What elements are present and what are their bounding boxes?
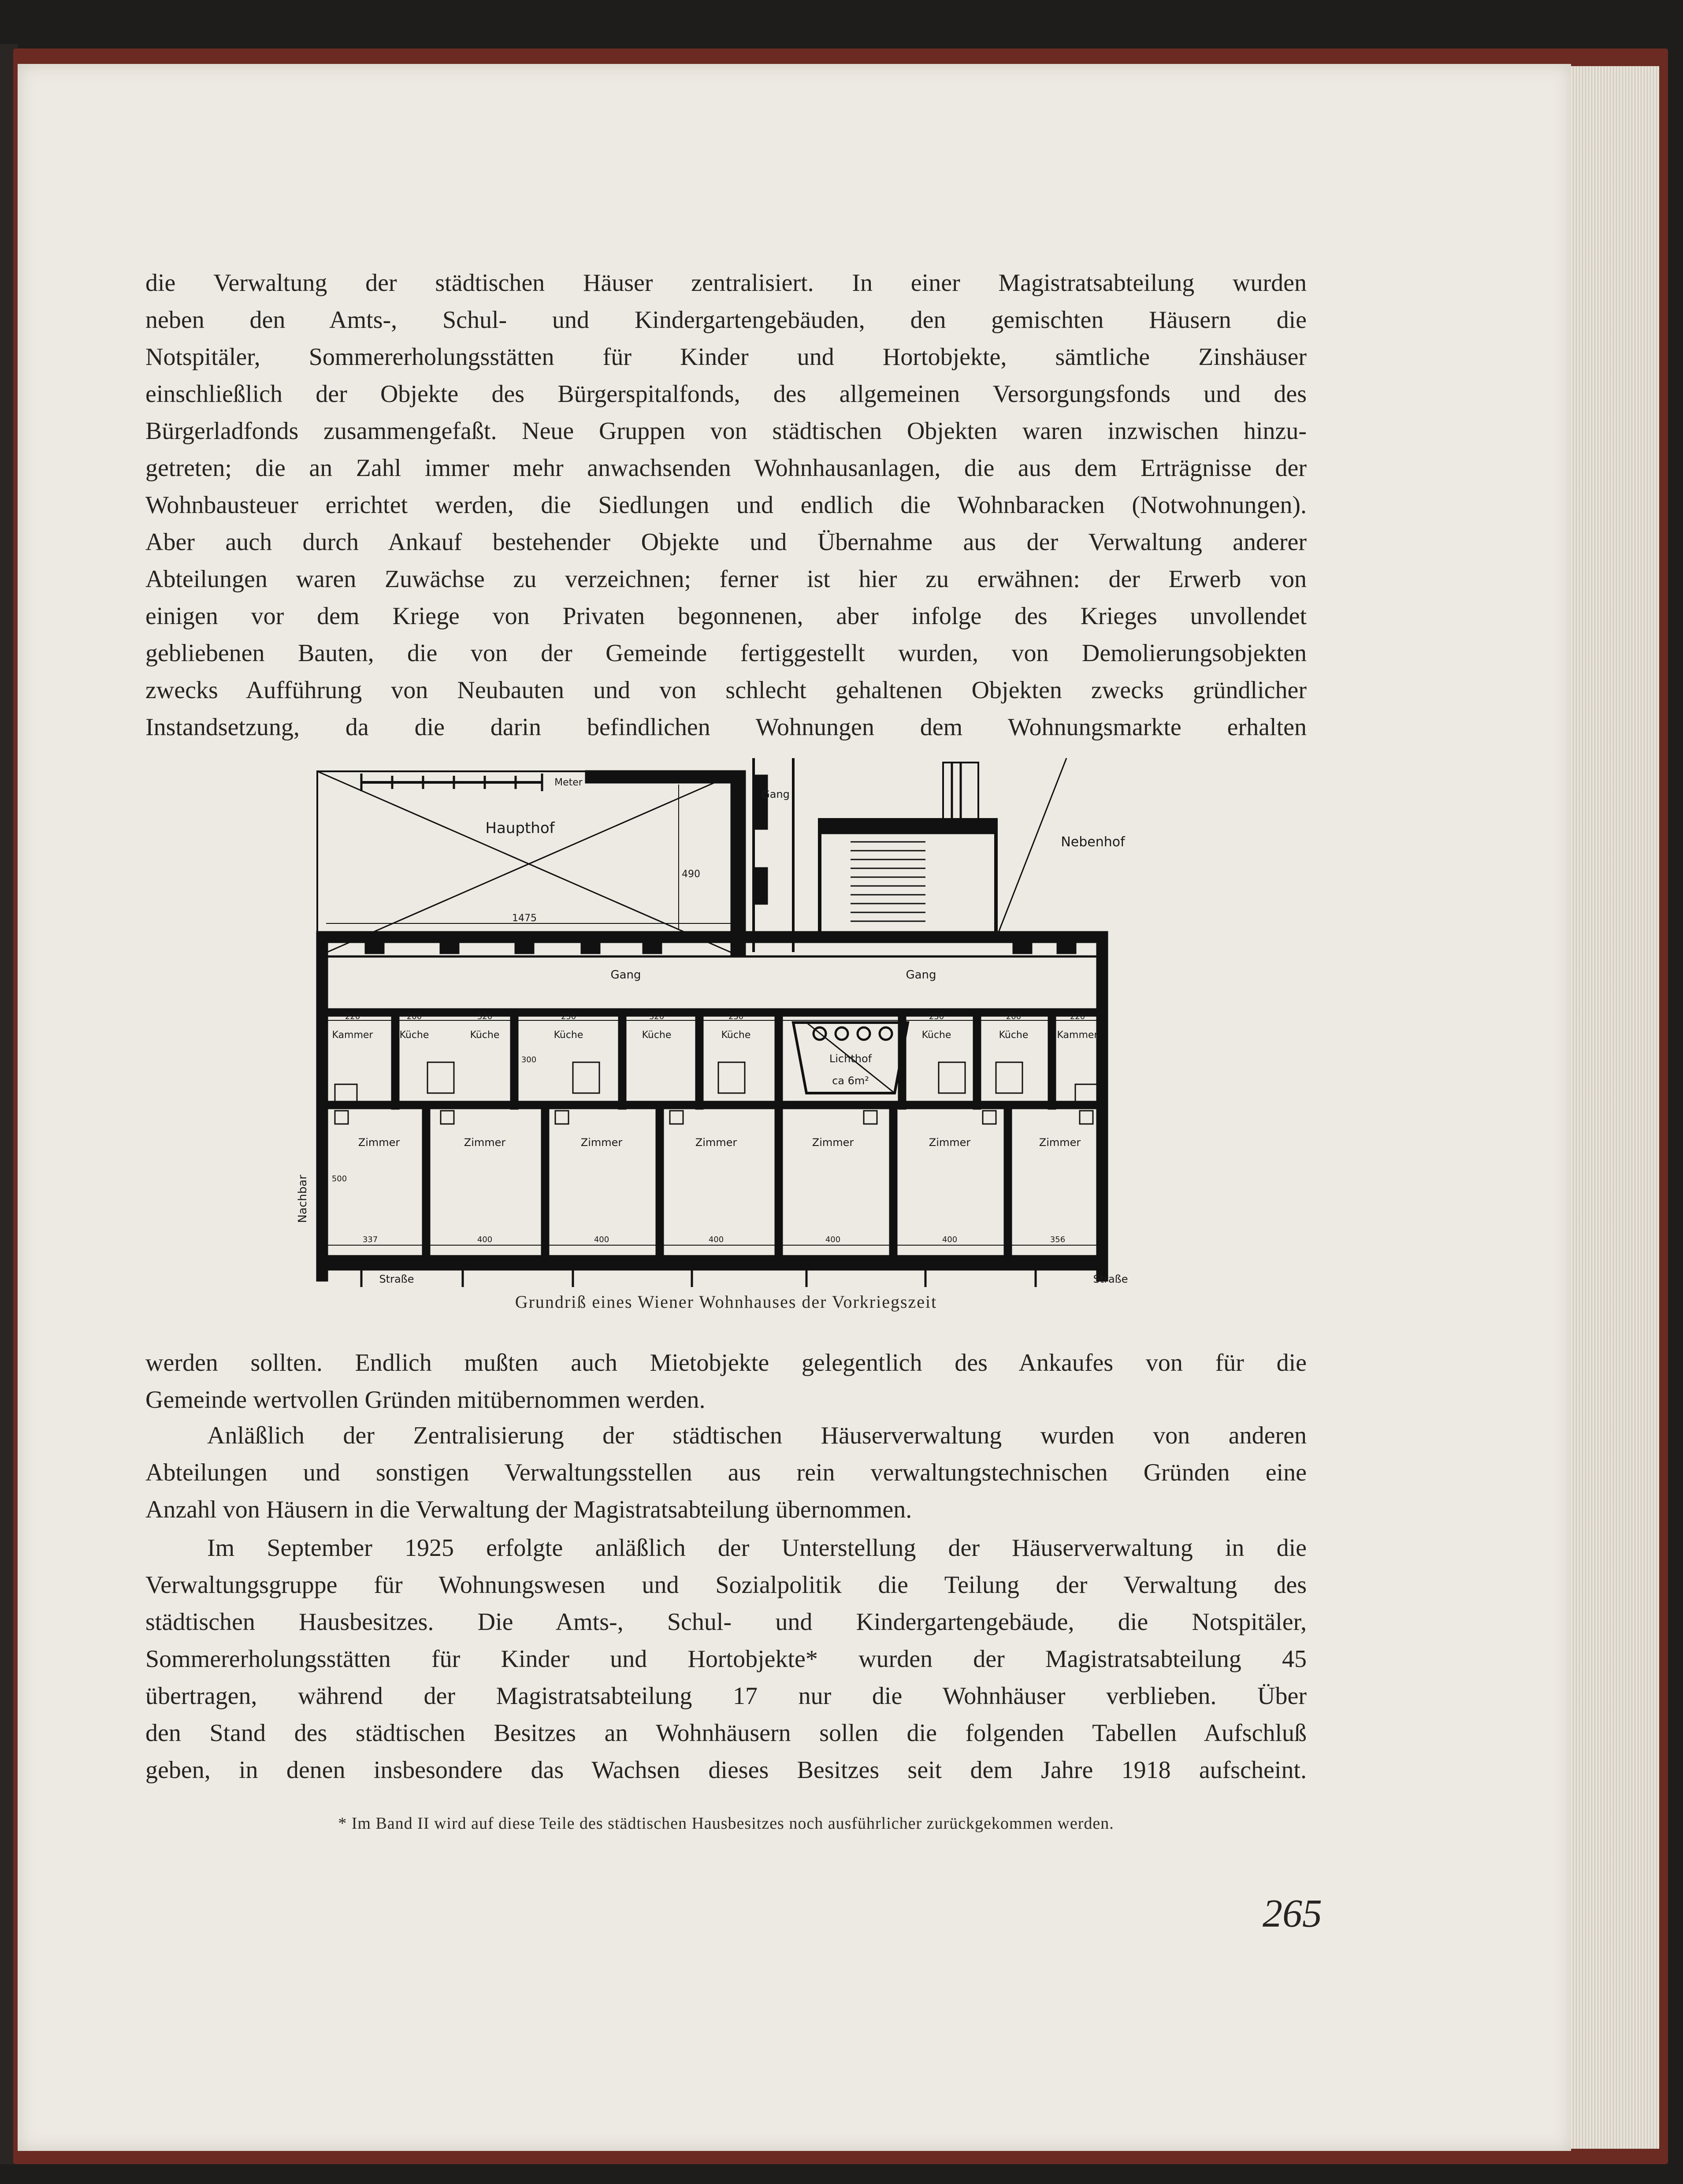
gang-left-label: Gang	[610, 968, 641, 982]
text-line: neben den Amts-, Schul- und Kindergartengebäuden, den gemischten Häusern die	[145, 306, 1307, 334]
dim-220a: 220	[345, 1012, 360, 1021]
dim-230b: 230	[728, 1012, 744, 1021]
page-edges	[1571, 66, 1659, 2149]
text-line: Gemeinde wertvollen Gründen mitübernommen werden.	[145, 1386, 706, 1414]
footnote: * Im Band II wird auf diese Teile des städtischen Hausbesitzes noch ausführlicher zurückgekommen werden.	[338, 1814, 1114, 1833]
text-line: den Stand des städtischen Besitzes an Wohnhäusern sollen die folgenden Tabellen Aufschluß	[145, 1719, 1307, 1747]
kueche-6: Küche	[921, 1030, 951, 1041]
text-line: werden sollten. Endlich mußten auch Mietobjekte gelegentlich des Ankaufes von für die	[145, 1349, 1307, 1377]
text-line: die Verwaltung der städtischen Häuser zentralisiert. In einer Magistratsabteilung wurden	[145, 269, 1307, 297]
zimmer-4: Zimmer	[695, 1136, 737, 1149]
floor-plan-figure	[296, 758, 1155, 1287]
text-line: Im September 1925 erfolgte anläßlich der Unterstellung der Häuserverwaltung in die	[207, 1534, 1307, 1562]
gang-right-label: Gang	[906, 968, 936, 982]
kueche-4: Küche	[642, 1030, 672, 1041]
text-line: Verwaltungsgruppe für Wohnungswesen und Sozialpolitik die Teilung der Verwaltung des	[145, 1571, 1307, 1599]
dim-320b: 320	[649, 1012, 665, 1021]
text-line: gebliebenen Bauten, die von der Gemeinde fertiggestellt wurden, von Demolierungsobjekten	[145, 640, 1307, 667]
strasse-left: Straße	[379, 1273, 414, 1285]
text-line: Notspitäler, Sommererholungsstätten für Kinder und Hortobjekte, sämtliche Zinshäuser	[145, 343, 1307, 371]
zimmer-7: Zimmer	[1039, 1136, 1081, 1149]
zimmer-3: Zimmer	[580, 1136, 623, 1149]
text-line: getreten; die an Zahl immer mehr anwachsenden Wohnhausanlagen, die aus dem Erträgnisse der	[145, 454, 1307, 482]
dim-400-2: 400	[594, 1235, 609, 1244]
paragraph-2	[145, 1344, 1307, 1418]
dim-490: 490	[682, 869, 700, 880]
lichthof-area: ca 6m²	[832, 1075, 869, 1087]
dim-1475: 1475	[512, 913, 537, 924]
kammer-left: Kammer	[332, 1030, 373, 1041]
dim-320a: 320	[477, 1012, 493, 1021]
haupthof-label: Haupthof	[485, 819, 555, 837]
text-line: zwecks Aufführung von Neubauten und von schlecht gehaltenen Objekten zwecks gründlicher	[145, 677, 1307, 704]
zimmer-5: Zimmer	[812, 1136, 854, 1149]
nachbar-label: Nachbar	[296, 1175, 309, 1223]
nebenhof-label: Nebenhof	[1061, 834, 1125, 850]
text-line: Abteilungen und sonstigen Verwaltungsstellen aus rein verwaltungstechnischen Gründen eine	[145, 1459, 1307, 1486]
text-line: Anzahl von Häusern in die Verwaltung der Magistratsabteilung übernommen.	[145, 1496, 912, 1523]
dim-400-5: 400	[942, 1235, 958, 1244]
scale-label: Meter	[554, 777, 583, 788]
text-line: städtischen Hausbesitzes. Die Amts-, Schul- und Kindergartengebäude, die Notspitäler,	[145, 1608, 1307, 1636]
text-line: Wohnbausteuer errichtet werden, die Siedlungen und endlich die Wohnbaracken (Notwohnungen).	[145, 491, 1307, 519]
zimmer-2: Zimmer	[464, 1136, 506, 1149]
paragraph-1	[145, 264, 1307, 746]
dim-300: 300	[521, 1055, 537, 1064]
text-line: geben, in denen insbesondere das Wachsen dieses Besitzes seit dem Jahre 1918 aufscheint.	[145, 1756, 1307, 1784]
text-line: Bürgerladfonds zusammengefaßt. Neue Gruppen von städtischen Objekten waren inzwischen hinzu-	[145, 417, 1307, 445]
dim-356: 356	[1050, 1235, 1066, 1244]
page-number: 265	[1263, 1892, 1322, 1935]
paragraph-4	[145, 1529, 1307, 1789]
text-line: Abteilungen waren Zuwächse zu verzeichnen; ferner ist hier zu erwähnen: der Erwerb von	[145, 566, 1307, 593]
gang-vertical-label: Gang	[762, 788, 790, 800]
kueche-2: Küche	[470, 1030, 500, 1041]
dim-400-3: 400	[708, 1235, 724, 1244]
kammer-right: Kammer	[1057, 1030, 1098, 1041]
text-line: Sommererholungsstätten für Kinder und Hortobjekte* wurden der Magistratsabteilung 45	[145, 1645, 1307, 1673]
dim-400-1: 400	[477, 1235, 493, 1244]
kueche-3: Küche	[554, 1030, 583, 1041]
text-line: einigen vor dem Kriege von Privaten begonnenen, aber infolge des Krieges unvollendet	[145, 603, 1307, 630]
dim-230c: 230	[929, 1012, 944, 1021]
kueche-5: Küche	[721, 1030, 751, 1041]
dim-200b: 200	[1006, 1012, 1022, 1021]
text-line: Aber auch durch Ankauf bestehender Objekte und Übernahme aus der Verwaltung anderer	[145, 528, 1307, 556]
paragraph-3	[145, 1417, 1307, 1528]
figure-caption: Grundriß eines Wiener Wohnhauses der Vorkriegszeit	[515, 1292, 937, 1312]
lichthof-label: Lichthof	[829, 1053, 872, 1065]
dim-337: 337	[362, 1235, 378, 1244]
text-line: Instandsetzung, da die darin befindlichen Wohnungen dem Wohnungsmarkte erhalten	[145, 714, 1307, 741]
strasse-right: Straße	[1093, 1273, 1128, 1285]
dim-400-4: 400	[825, 1235, 841, 1244]
text-line: einschließlich der Objekte des Bürgerspitalfonds, des allgemeinen Versorgungsfonds und des	[145, 380, 1307, 408]
zimmer-1: Zimmer	[358, 1136, 400, 1149]
text-line: übertragen, während der Magistratsabteilung 17 nur die Wohnhäuser verblieben. Über	[145, 1682, 1307, 1710]
dim-200a: 200	[406, 1012, 422, 1021]
text-line: Anläßlich der Zentralisierung der städtischen Häuserverwaltung wurden von anderen	[207, 1422, 1307, 1449]
dim-500: 500	[331, 1174, 347, 1183]
kueche-7: Küche	[999, 1030, 1029, 1041]
dim-220b: 220	[1070, 1012, 1085, 1021]
zimmer-6: Zimmer	[929, 1136, 971, 1149]
kueche-1: Küche	[399, 1030, 429, 1041]
dim-230a: 230	[561, 1012, 576, 1021]
